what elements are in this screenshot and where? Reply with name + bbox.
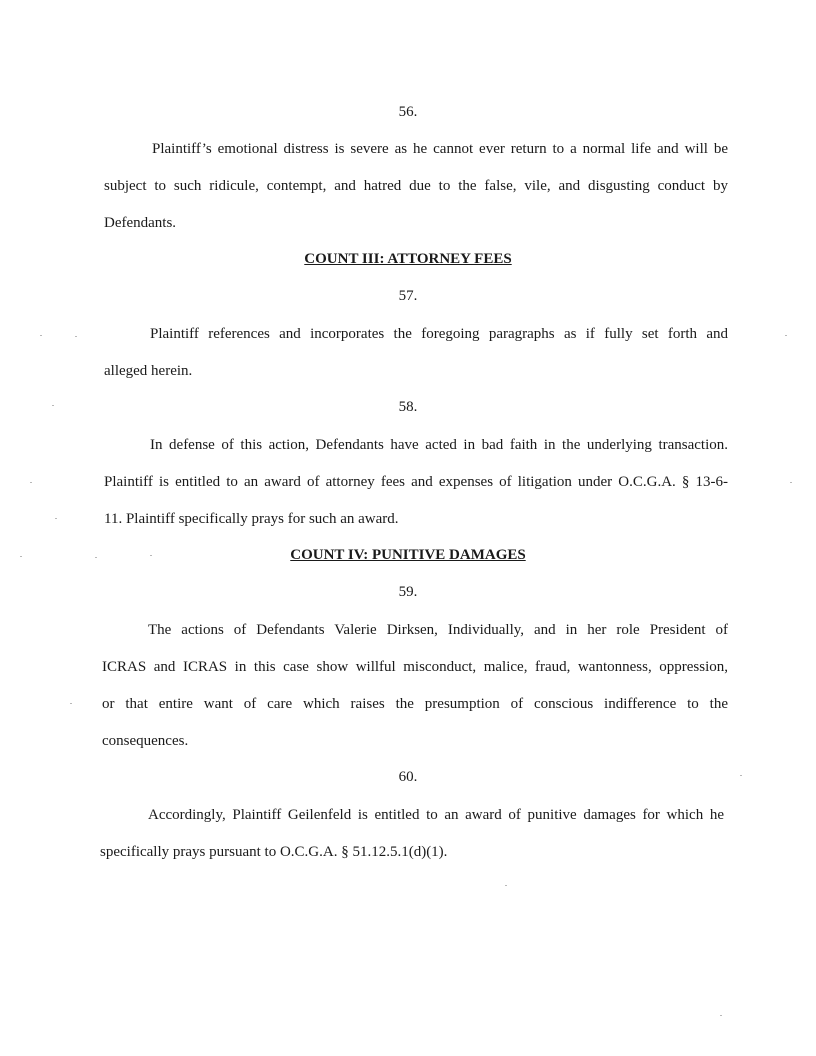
scan-speck: [790, 482, 792, 483]
scan-speck: [52, 405, 54, 406]
count-iv-heading: COUNT IV: PUNITIVE DAMAGES: [290, 547, 526, 563]
paragraph-number-58: 58.: [398, 399, 418, 415]
paragraph-60-line-1: Accordingly, Plaintiff Geilenfeld is entitled to an award of punitive damages for which he: [148, 807, 724, 823]
scan-speck: [40, 335, 42, 336]
scan-speck: [720, 1015, 722, 1016]
paragraph-56-line-1: Plaintiff’s emotional distress is severe as he cannot ever return to a normal life and will be: [152, 141, 728, 157]
paragraph-59-line-1: The actions of Defendants Valerie Dirksen, Individually, and in her role President of: [148, 622, 728, 638]
scan-speck: [150, 555, 152, 556]
scan-speck: [785, 335, 787, 336]
paragraph-56-line-2: subject to such ridicule, contempt, and hatred due to the false, vile, and disgusting conduct by: [104, 178, 728, 194]
paragraph-number-57: 57.: [398, 288, 418, 304]
paragraph-number-59: 59.: [398, 584, 418, 600]
paragraph-60-line-2: specifically prays pursuant to O.C.G.A. § 51.12.5.1(d)(1).: [100, 844, 448, 860]
scan-speck: [70, 703, 72, 704]
scan-speck: [95, 557, 97, 558]
paragraph-58-line-1: In defense of this action, Defendants have acted in bad faith in the underlying transaction.: [150, 437, 728, 453]
scan-speck: [505, 885, 507, 886]
paragraph-58-line-2: Plaintiff is entitled to an award of attorney fees and expenses of litigation under O.C.G.A. § 13-6-: [104, 474, 728, 490]
paragraph-57-line-2: alleged herein.: [104, 363, 193, 379]
paragraph-59-line-3: or that entire want of care which raises the presumption of conscious indifference to the: [102, 696, 728, 712]
paragraph-56-line-3: Defendants.: [104, 215, 177, 231]
scan-speck: [30, 482, 32, 483]
paragraph-59-line-4: consequences.: [102, 733, 189, 749]
paragraph-57-line-1: Plaintiff references and incorporates the foregoing paragraphs as if fully set forth and: [150, 326, 728, 342]
scan-speck: [740, 775, 742, 776]
paragraph-59-line-2: ICRAS and ICRAS in this case show willful misconduct, malice, fraud, wantonness, oppression,: [102, 659, 728, 675]
scan-speck: [75, 336, 77, 337]
scan-speck: [20, 556, 22, 557]
scan-speck: [55, 518, 57, 519]
paragraph-58-line-3: 11. Plaintiff specifically prays for such an award.: [104, 511, 399, 527]
count-iii-heading: COUNT III: ATTORNEY FEES: [304, 251, 512, 267]
paragraph-number-60: 60.: [398, 769, 418, 785]
paragraph-number-56: 56.: [398, 104, 418, 120]
